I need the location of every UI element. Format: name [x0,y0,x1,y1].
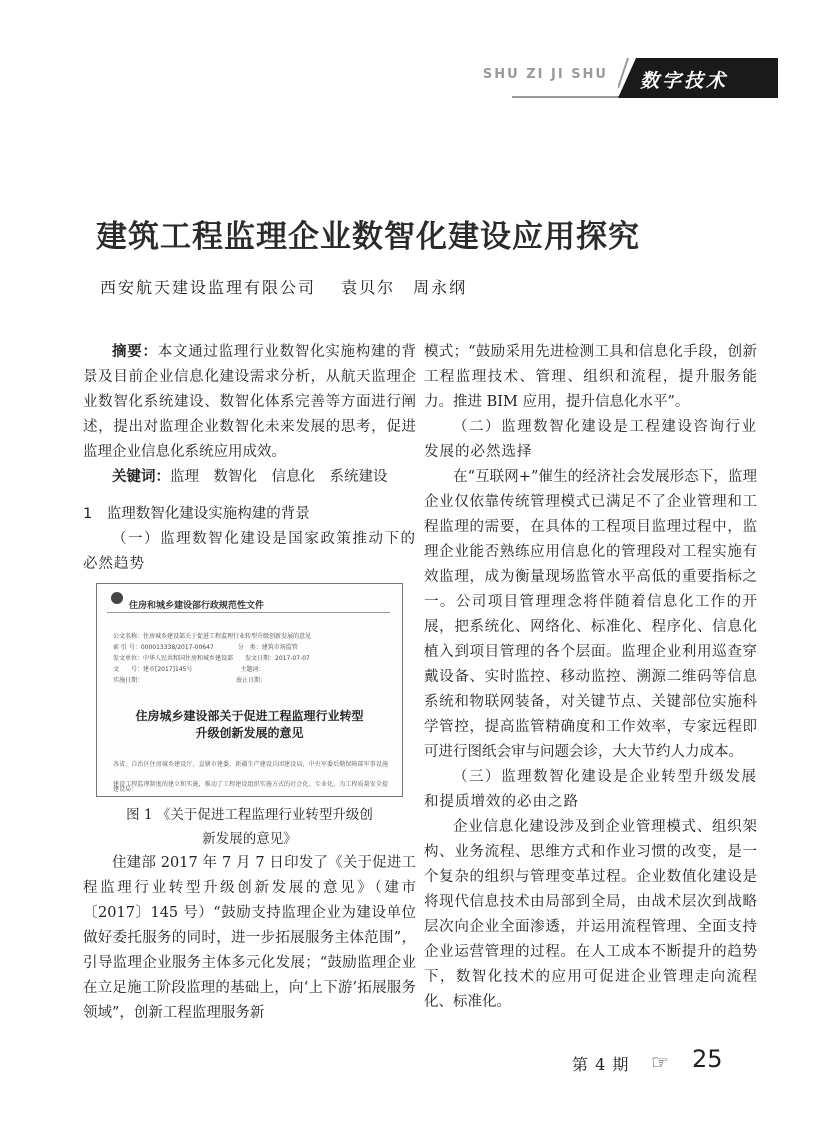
paragraph: 模式；“鼓励采用先进检测工具和信息化手段，创新工程监理技术、管理、组织和流程，提升服务能力。推进 BIM 应用，提升信息化水平”。 [424,344,757,410]
figure-document-title: 住房城乡建设部关于促进工程监理行业转型升级创新发展的意见 [135,709,364,740]
figure-meta-row: 文 号：建市[2017]145号 主题词： [113,666,265,673]
keywords [83,465,416,490]
keywords-label: 关键词： [112,469,170,485]
abstract-text: 本文通过监理行业数智化实施构建的背景及目前企业信息化建设需求分析，从航天监理企业数智化系统建设、数智化体系完善等方面进行阐述，提出对监理企业数智化未来发展的思考，促进监理企业信息化系统应用成效。 [83,344,417,460]
journal-section-title: 数字技术 [640,70,729,92]
right-column [424,340,757,1015]
paragraph: 在“互联网+”催生的经济社会发展形态下，监理企业仅依靠传统管理模式已满足不了企业管理和工程监理的需要，在具体的工程项目监理过程中，监理企业能否熟练应用信息化的管理段对工程实施有效监理，成为衡量现场监管水平高低的重要指标之一。公司项目管理理念将伴随着信息化工作的开展，把系统化、网络化、标准化、程序化、信息化植入到项目管理的各个层面。监理企业利用巡查穿戴设备、实时监控、移动监控、溯源二维码等信息系统和物联网装备，对关键节点、关键部位实施科学管控，提高监管精确度和工作效率，专家远程即可进行图纸会审与问题会诊，大大节约人力成本。 [424,469,757,760]
article-title: 建筑工程监理企业数智化建设应用探究 [96,219,640,255]
figure-rule [107,612,390,613]
figure-body-text: 建设工程监理制度的建立和实施，推动了工程建设组织实施方式的社会化、专业化，为工程质量安全提 [113,781,388,788]
figure-caption: 图 1 《关于促进工程监理行业转型升级创新发展的意见》 [126,807,373,847]
keywords-text: 监理 数智化 信息化 系统建设 [170,469,388,485]
author-affiliation: 西安航天建设监理有限公司 袁贝尔 周永纲 [100,278,468,297]
page-number: 25 [692,1045,723,1073]
left-column [83,340,416,1026]
paragraph: 企业信息化建设涉及到企业管理模式、组织架构、业务流程、思维方式和作业习惯的改变，是一个复杂的组织与管理变革过程。企业数值化建设是将现代信息技术由局部到全局，由战术层次到战略层次向企业全面渗透，并运用流程管理、全面支持企业运营管理的过程。在人工成本不断提升的趋势下，数智化技术的应用可促进企业管理走向流程化、标准化。 [424,819,757,1010]
figure-meta-row: 发文单位：中华人民共和国住房和城乡建设部 发文日期：2017-07-07 [113,655,310,662]
figure-meta-row: 索 引 号：000013338/2017-00647 分 类：建筑市场监管 [113,644,298,651]
subsection-heading-2: （二）监理数智化建设是工程建设咨询行业发展的必然选择 [424,419,757,460]
paragraph: 住建部 2017 年 7 月 7 日印发了《关于促进工程监理行业转型升级创新发展的意见》（建市〔2017〕145 号）“鼓励支持监理企业为建设单位做好委托服务的同时，进一步拓展服务主体范围”，引导监理企业服务主体多元化发展；“鼓励监理企业在立足施工阶段监理的基础上，向‘上下游’拓展服务领域”，创新工程监理服务新 [83,855,416,1021]
pointing-hand-icon: ☞ [651,1050,669,1074]
figure-header: 住房和城乡建设部行政规范性文件 [129,601,265,611]
subsection-heading-1: （一）监理数智化建设是国家政策推动下的必然趋势 [83,531,416,572]
figure-meta-row: 实施日期： 废止日期： [113,677,267,684]
abstract-label: 摘要： [112,344,158,360]
abstract [83,340,416,465]
section-heading-1: 1 监理数智化建设实施构建的背景 [83,506,310,522]
figure-body-text: 各省、自治区住房城乡建设厅，直辖市建委，新疆生产建设兵团建设局，中央军委后勤保障部军事设施建设局： [113,761,388,793]
figure-meta-row: 公文名称：住房城乡建设部关于促进工程监理行业转型升级创新发展的意见 [113,633,312,640]
issue-number: 第 4 期 [572,1055,630,1074]
subsection-heading-3: （三）监理数智化建设是企业转型升级发展和提质增效的必由之路 [424,769,757,810]
national-emblem-icon [111,592,123,604]
journal-section-pinyin: SHU ZI JI SHU [482,67,608,82]
figure-1-document-screenshot [96,583,403,797]
